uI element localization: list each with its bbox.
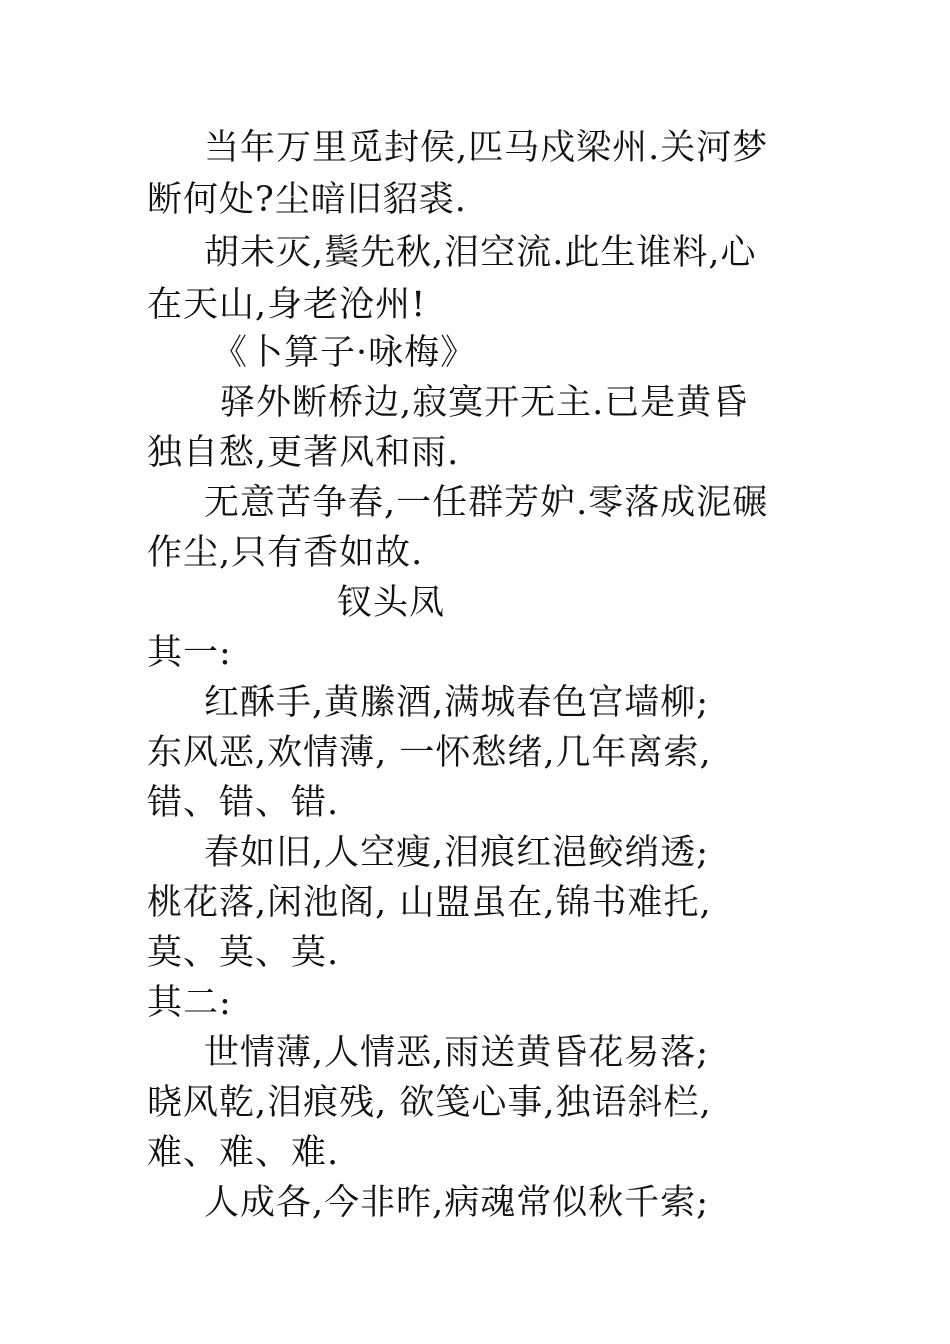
poem-title: 钗头凤	[337, 583, 446, 623]
poem-line: 红酥手,黄縢酒,满城春色宫墙柳;	[204, 683, 710, 723]
poem-title: 《卜算子·咏梅》	[212, 333, 477, 373]
poem-line: 晓风乾,泪痕残, 欲笺心事,独语斜栏,	[147, 1083, 712, 1123]
poem-line: 春如旧,人空瘦,泪痕红浥鲛绡透;	[204, 833, 710, 873]
section-label: 其一:	[147, 633, 232, 673]
poem-line: 驿外断桥边,寂寞开无主.已是黄昏	[220, 383, 749, 423]
poem-line: 错、错、错.	[147, 783, 340, 823]
poem-line: 桃花落,闲池阁, 山盟虽在,锦书难托,	[147, 883, 712, 923]
poem-line: 在天山,身老沧州!	[147, 285, 427, 325]
poem-line: 人成各,今非昨,病魂常似秋千索;	[204, 1183, 710, 1223]
poem-line: 难、难、难.	[147, 1133, 340, 1173]
poem-line: 独自愁,更著风和雨.	[147, 433, 460, 473]
poem-line: 世情薄,人情恶,雨送黄昏花易落;	[204, 1033, 710, 1073]
poem-line: 无意苦争春,一任群芳妒.零落成泥碾	[204, 483, 769, 523]
poem-line: 断何处?尘暗旧貂裘.	[147, 180, 467, 220]
section-label: 其二:	[147, 983, 232, 1023]
poem-line: 东风恶,欢情薄, 一怀愁绪,几年离索,	[147, 733, 712, 773]
poem-line: 作尘,只有香如故.	[147, 533, 424, 573]
poem-line: 胡未灭,鬓先秋,泪空流.此生谁料,心	[204, 233, 757, 273]
poem-line: 当年万里觅封侯,匹马戍梁州.关河梦	[204, 128, 769, 168]
poem-line: 莫、莫、莫.	[147, 933, 340, 973]
